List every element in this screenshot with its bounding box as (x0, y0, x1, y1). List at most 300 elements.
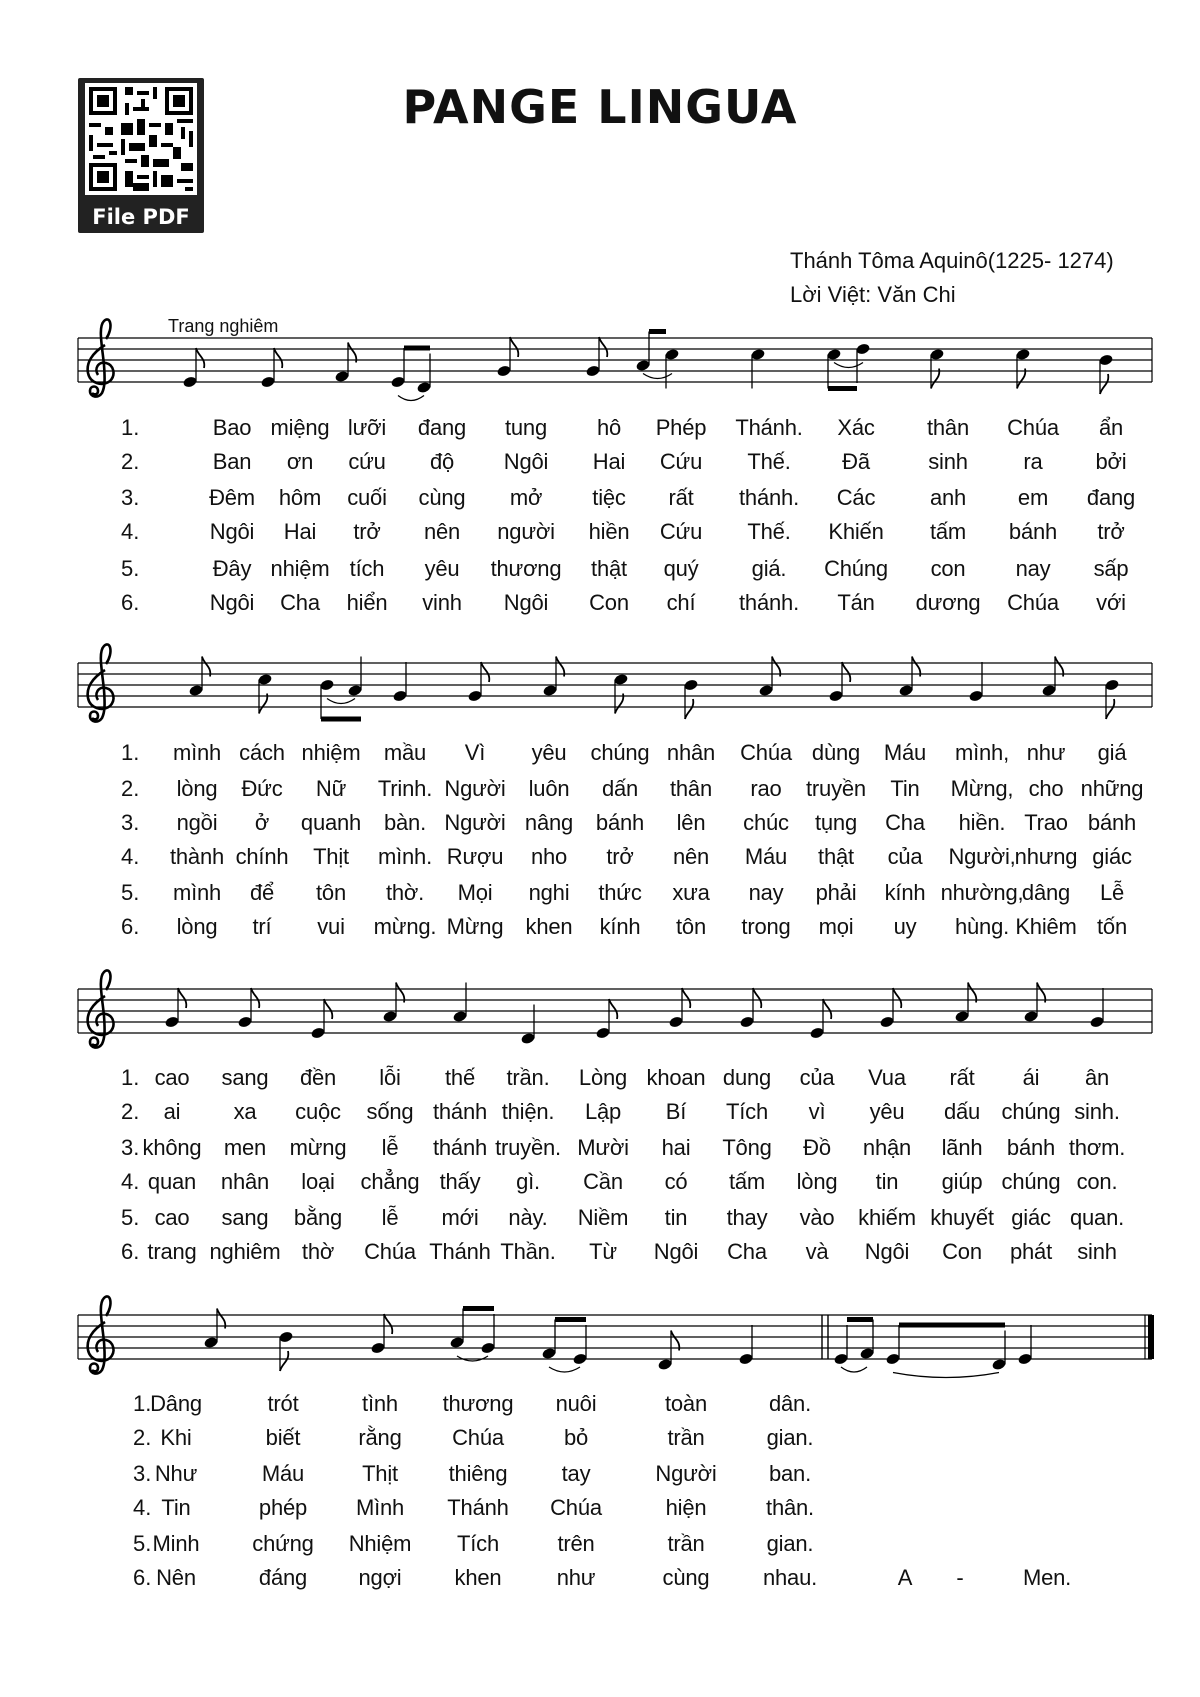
lyric-syllable: trang (147, 1239, 197, 1264)
lyric-syllable: dùng (811, 740, 861, 765)
lyric-syllable: kính (884, 880, 926, 905)
lyric-syllable: Người (444, 810, 506, 835)
lyric-syllable: hiền. (958, 810, 1006, 835)
note-flag (893, 988, 901, 1008)
lyric-syllable: nho (530, 844, 568, 869)
lyric-syllable: Từ (589, 1239, 617, 1264)
lyric-syllable: Tích (457, 1531, 499, 1556)
lyric-syllable: nhân (666, 740, 716, 765)
slur (841, 1367, 867, 1372)
lyric-syllable: đáng (258, 1565, 308, 1590)
lyric-syllable: thương (442, 1391, 514, 1416)
note-flag (823, 999, 831, 1019)
lyric-syllable: Lập (584, 1099, 622, 1124)
tempo-marking: Trang nghiêm (168, 316, 279, 336)
lyric-syllable: Tin (161, 1495, 191, 1520)
lyric-syllable: những (1080, 776, 1144, 801)
lyric-syllable: ban. (768, 1461, 812, 1486)
note-flag (274, 348, 282, 368)
lyric-syllable: toàn (664, 1391, 708, 1416)
lyric-syllable: - (956, 1565, 964, 1590)
lyric-syllable: Người, (948, 844, 1016, 869)
lyric-syllable: thấy (439, 1169, 481, 1194)
lyric-syllable: phát (1009, 1239, 1053, 1264)
lyric-syllable: người (497, 519, 555, 544)
lyric-syllable: thơm. (1068, 1135, 1126, 1160)
lyric-syllable: Đêm (209, 485, 255, 510)
lyric-syllable: hùng. (954, 914, 1010, 939)
lyric-syllable: nâng (524, 810, 574, 835)
lyric-syllable: thờ. (385, 880, 425, 905)
lyric-syllable: Lễ (1099, 880, 1125, 905)
lyric-syllable: của (887, 844, 923, 869)
lyric-syllable: trong (741, 914, 791, 939)
lyric-syllable: thế (445, 1065, 475, 1090)
lyric-syllable: tấm (728, 1169, 766, 1194)
lyric-syllable: loại (301, 1169, 335, 1194)
lyric-syllable: chẳng (360, 1169, 420, 1194)
lyric-syllable: gian. (766, 1425, 814, 1450)
slur (549, 1367, 580, 1372)
verse-number: 5. (121, 556, 140, 581)
lyric-syllable: hai (661, 1135, 691, 1160)
lyric-syllable: mừng (289, 1135, 347, 1160)
lyric-syllable: sống (366, 1099, 414, 1124)
lyric-syllable: Thánh (429, 1239, 491, 1264)
lyric-syllable: lòng (176, 914, 218, 939)
lyric-syllable: Thế. (747, 449, 791, 474)
slur (893, 1373, 999, 1378)
lyric-syllable: Ngôi (503, 449, 549, 474)
lyric-syllable: Khi (160, 1425, 192, 1450)
lyric-syllable: thành (169, 844, 225, 869)
lyric-syllable: tung (504, 415, 548, 440)
lyric-syllable: truyền. (495, 1135, 561, 1160)
treble-clef-icon (88, 644, 114, 721)
lyric-syllable: Con (942, 1239, 982, 1264)
lyric-syllable: và (805, 1239, 829, 1264)
lyric-syllable: sang (221, 1205, 269, 1230)
note-flag (280, 1351, 288, 1371)
verse-number: 3. (133, 1461, 152, 1486)
lyric-syllable: ra (1023, 449, 1043, 474)
verse-number: 5. (121, 1205, 140, 1230)
qr-label: File PDF (92, 205, 190, 229)
lyric-syllable: nuôi (555, 1391, 597, 1416)
lyric-syllable: tụng (814, 810, 858, 835)
lyric-syllable: mình, (954, 740, 1010, 765)
verse-number: 1. (121, 740, 140, 765)
lyric-syllable: cuộc (295, 1099, 341, 1124)
lyric-syllable: trở (353, 519, 381, 544)
lyric-syllable: hô (596, 415, 622, 440)
lyric-syllable: cho (1028, 776, 1064, 801)
lyric-syllable: Nên (156, 1565, 196, 1590)
lyric-syllable: Cứu (659, 519, 703, 544)
lyric-syllable: trở (606, 844, 634, 869)
lyric-syllable: con (930, 556, 966, 581)
lyric-syllable: nên (672, 844, 710, 869)
note-flag (1100, 374, 1108, 394)
verse-number: 3. (121, 485, 140, 510)
lyric-syllable: chính (235, 844, 289, 869)
lyric-syllable: Trinh. (377, 776, 433, 801)
song-title: PANGE LINGUA (402, 80, 798, 134)
lyric-syllable: ngợi (358, 1565, 402, 1590)
lyric-syllable: tay (561, 1461, 591, 1486)
lyric-syllable: giác (1011, 1205, 1051, 1230)
lyric-syllable: tích (349, 556, 385, 581)
lyric-syllable: Cứu (659, 449, 703, 474)
lyric-syllable: Cần (583, 1169, 623, 1194)
lyric-syllable: Thánh. (735, 415, 803, 440)
lyric-syllable: quan. (1069, 1205, 1125, 1230)
lyric-syllable: của (799, 1065, 835, 1090)
lyric-syllable: thật (591, 556, 627, 581)
lyric-syllable: Vua (868, 1065, 906, 1090)
lyric-syllable: thương (490, 556, 562, 581)
lyric-syllable: Chúng (824, 556, 888, 581)
lyric-syllable: Chúa (452, 1425, 504, 1450)
lyric-syllable: Niềm (577, 1205, 629, 1230)
lyric-syllable: nhau. (762, 1565, 818, 1590)
lyric-syllable: Mừng, (950, 776, 1014, 801)
note-flag (384, 1314, 392, 1334)
lyric-syllable: nay (748, 880, 784, 905)
lyric-syllable: bánh (1006, 1135, 1056, 1160)
lyric-syllable: bỏ (563, 1425, 589, 1450)
lyric-syllable: cùng (418, 485, 466, 510)
lyric-syllable: Trao (1024, 810, 1068, 835)
lyric-syllable: Mọi (457, 880, 493, 905)
lyric-syllable: hôm (278, 485, 322, 510)
verse-number: 2. (121, 449, 140, 474)
lyric-syllable: có (664, 1169, 688, 1194)
lyric-syllable: Lòng (578, 1065, 628, 1090)
lyric-syllable: lưỡi (347, 415, 387, 440)
lyric-syllable: Khiêm (1015, 914, 1077, 939)
lyric-syllable: chúng (1001, 1099, 1061, 1124)
lyric-syllable: gian. (766, 1531, 814, 1556)
lyric-syllable: Ban (212, 449, 252, 474)
lyric-syllable: nghiêm (209, 1239, 281, 1264)
final-barline (1148, 1315, 1154, 1359)
lyric-syllable: Máu (261, 1461, 305, 1486)
lyric-syllable: Ngôi (503, 590, 549, 615)
lyric-syllable: bánh (595, 810, 645, 835)
lyric-syllable: yêu (531, 740, 567, 765)
lyric-syllable: tôn (676, 914, 706, 939)
lyric-syllable: Rượu (446, 844, 504, 869)
lyric-syllable: kính (599, 914, 641, 939)
lyric-syllable: bàn. (383, 810, 427, 835)
lyric-syllable: thật (818, 844, 854, 869)
lyric-syllable: Máu (744, 844, 788, 869)
note-flag (324, 999, 332, 1019)
lyric-syllable: trí (252, 914, 272, 939)
lyric-syllable: Chúa (1007, 415, 1059, 440)
verse-number: 3. (121, 810, 140, 835)
lyric-syllable: Men. (1022, 1565, 1072, 1590)
lyric-syllable: thức (598, 880, 642, 905)
lyric-syllable: Phép (655, 415, 707, 440)
verse-number: 2. (121, 776, 140, 801)
lyric-syllable: nhưng (1014, 844, 1078, 869)
lyric-syllable: nhường, (940, 880, 1024, 905)
lyric-syllable: Thánh (447, 1495, 509, 1520)
lyric-syllable: nghi (528, 880, 570, 905)
lyric-syllable: Nữ (315, 776, 347, 801)
lyric-syllable: sấp (1093, 556, 1129, 581)
lyric-syllable: bởi (1095, 449, 1127, 474)
lyric-syllable: như (1026, 740, 1066, 765)
lyric-syllable: Cha (727, 1239, 767, 1264)
lyric-syllable: rằng (358, 1425, 402, 1450)
lyric-syllable: ở (254, 810, 270, 835)
lyric-syllable: thánh (432, 1099, 488, 1124)
lyric-syllable: thánh. (739, 485, 799, 510)
verse-number: 1. (121, 1065, 140, 1090)
note-flag (196, 348, 204, 368)
lyric-syllable: vinh (422, 590, 462, 615)
lyric-syllable: truyền (806, 776, 866, 801)
lyric-syllable: ái (1022, 1065, 1040, 1090)
lyric-syllable: trần (667, 1425, 705, 1450)
lyric-syllable: nhiệm (301, 740, 361, 765)
lyric-syllable: này. (508, 1205, 548, 1230)
verse-number: 4. (121, 844, 140, 869)
lyric-syllable: Hai (592, 449, 626, 474)
lyric-syllable: cách (239, 740, 285, 765)
lyric-syllable: Tán (837, 590, 875, 615)
lyric-syllable: A (897, 1565, 913, 1590)
lyric-syllable: Máu (883, 740, 927, 765)
lyric-syllable: thân (926, 415, 970, 440)
lyric-syllable: lên (676, 810, 706, 835)
lyric-syllable: vì (808, 1099, 826, 1124)
translator-credit: Lời Việt: Văn Chi (790, 282, 956, 307)
lyric-syllable: nhân (220, 1169, 270, 1194)
lyric-syllable: sinh. (1074, 1099, 1120, 1124)
lyric-syllable: Xác (837, 415, 875, 440)
lyric-syllable: tốn (1097, 914, 1127, 939)
lyric-syllable: sinh (928, 449, 968, 474)
lyric-syllable: Ngôi (209, 590, 255, 615)
staff (78, 1296, 1154, 1377)
lyric-syllable: lỗi (379, 1065, 401, 1090)
lyric-syllable: Thịt (362, 1461, 398, 1486)
lyric-syllable: thiện. (501, 1099, 555, 1124)
staff (78, 319, 1152, 400)
lyric-syllable: tình (362, 1391, 398, 1416)
lyric-syllable: thay (726, 1205, 768, 1230)
lyric-syllable: trần (667, 1531, 705, 1556)
lyric-syllable: Người (444, 776, 506, 801)
lyric-syllable: Tích (726, 1099, 768, 1124)
lyric-syllable: ơn (286, 449, 314, 474)
note-flag (685, 699, 693, 719)
lyric-syllable: khiếm (858, 1205, 916, 1230)
treble-clef-icon (88, 319, 114, 396)
verse-number: 6. (121, 590, 140, 615)
lyric-syllable: thờ (301, 1239, 335, 1264)
lyric-syllable: quan (147, 1169, 197, 1194)
lyric-syllable: dâng (1021, 880, 1071, 905)
lyric-syllable: Các (836, 485, 876, 510)
lyric-syllable: tấm (929, 519, 967, 544)
lyric-syllable: quanh (300, 810, 362, 835)
lyric-syllable: thiêng (448, 1461, 508, 1486)
lyric-syllable: bằng (293, 1205, 343, 1230)
lyric-syllable: Chúa (550, 1495, 602, 1520)
lyric-syllable: trở (1097, 519, 1125, 544)
lyric-syllable: con. (1076, 1169, 1118, 1194)
lyric-syllable: sinh (1077, 1239, 1117, 1264)
treble-clef-icon (88, 970, 114, 1047)
lyric-syllable: nên (423, 519, 461, 544)
lyric-syllable: nhiệm (270, 556, 330, 581)
lyric-syllable: luôn (528, 776, 570, 801)
lyric-syllable: Vì (464, 740, 486, 765)
lyric-syllable: Đã (842, 449, 870, 474)
lyric-syllable: quý (663, 556, 699, 581)
staff (78, 970, 1152, 1047)
lyric-syllable: hiền (588, 519, 630, 544)
lyric-syllable: đền (299, 1065, 337, 1090)
lyric-syllable: Ngôi (209, 519, 255, 544)
verse-number: 4. (133, 1495, 152, 1520)
lyric-syllable: Chúa (740, 740, 792, 765)
lyric-syllable: Tông (722, 1135, 772, 1160)
lyric-syllable: chúng (590, 740, 650, 765)
slur (398, 396, 424, 401)
note-flag (251, 988, 259, 1008)
lyric-syllable: khoan (646, 1065, 706, 1090)
lyric-syllable: cùng (662, 1565, 710, 1590)
lyric-syllable: giá (1097, 740, 1127, 765)
verse-number: 6. (133, 1565, 152, 1590)
lyric-syllable: ân (1084, 1065, 1110, 1090)
lyric-syllable: Đức (241, 776, 283, 801)
lyric-syllable: anh (929, 485, 967, 510)
note-flag (481, 662, 489, 682)
lyric-syllable: nay (1015, 556, 1051, 581)
lyric-syllable: thân (669, 776, 713, 801)
lyric-syllable: độ (429, 449, 455, 474)
lyric-syllable: mọi (818, 914, 854, 939)
lyric-syllable: Cha (280, 590, 320, 615)
lyric-syllable: mình (172, 740, 222, 765)
lyric-syllable: Chúa (1007, 590, 1059, 615)
lyric-syllable: Thần. (500, 1239, 556, 1264)
lyric-syllable: Hai (283, 519, 317, 544)
verse-number: 5. (133, 1531, 152, 1556)
verse-number: 1. (121, 415, 140, 440)
verse-number: 6. (121, 1239, 140, 1264)
lyric-syllable: như (556, 1565, 596, 1590)
verse-number: 3. (121, 1135, 140, 1160)
lyric-syllable: giác (1092, 844, 1132, 869)
lyric-syllable: Như (154, 1461, 198, 1486)
verse-number: 4. (121, 1169, 140, 1194)
lyric-syllable: rất (668, 485, 694, 510)
verse-number: 1. (133, 1391, 152, 1416)
lyric-syllable: Thế. (747, 519, 791, 544)
lyric-syllable: dung (722, 1065, 772, 1090)
lyric-syllable: mình. (377, 844, 433, 869)
lyric-syllable: biết (265, 1425, 301, 1450)
lyric-syllable: phép (258, 1495, 308, 1520)
lyric-syllable: Người (655, 1461, 717, 1486)
lyric-syllable: dấu (943, 1099, 981, 1124)
lyric-syllable: tin (875, 1169, 899, 1194)
lyric-syllable: ngồi (176, 810, 218, 835)
slur (327, 699, 355, 704)
lyric-syllable: lễ (381, 1135, 399, 1160)
lyric-syllable: Mừng (446, 914, 504, 939)
lyric-syllable: yêu (869, 1099, 905, 1124)
lyric-syllable: với (1096, 590, 1126, 615)
note-flag (753, 988, 761, 1008)
lyric-syllable: rất (949, 1065, 975, 1090)
note-flag (1106, 699, 1114, 719)
lyric-syllable: Tin (890, 776, 920, 801)
lyric-syllable: trên (557, 1531, 595, 1556)
lyric-syllable: dấn (601, 776, 639, 801)
lyric-syllable: lễ (381, 1205, 399, 1230)
lyric-syllable: Thịt (313, 844, 349, 869)
verse-number: 2. (133, 1425, 152, 1450)
lyric-syllable: uy (893, 914, 917, 939)
lyric-syllable: vui (317, 914, 345, 939)
lyric-syllable: hiện (665, 1495, 707, 1520)
lyric-syllable: Cha (885, 810, 925, 835)
treble-clef-icon (88, 1296, 114, 1373)
lyric-syllable: Nhiệm (348, 1531, 412, 1556)
lyric-syllable: men (223, 1135, 267, 1160)
lyric-syllable: Dâng (150, 1391, 202, 1416)
lyric-syllable: nhận (862, 1135, 912, 1160)
lyric-syllable: Đây (212, 556, 252, 581)
lyric-syllable: khen (525, 914, 573, 939)
lyric-syllable: Ngôi (864, 1239, 910, 1264)
lyric-syllable: chứng (252, 1531, 314, 1556)
note-flag (682, 988, 690, 1008)
lyric-syllable: Bí (665, 1099, 687, 1124)
lyric-syllable: đang (1086, 485, 1136, 510)
lyric-syllable: vào (799, 1205, 835, 1230)
note-flag (510, 337, 518, 357)
lyric-syllable: Ngôi (653, 1239, 699, 1264)
lyric-syllable: mầu (383, 740, 427, 765)
lyric-syllable: không (142, 1135, 202, 1160)
lyric-syllable: để (249, 880, 275, 905)
lyric-syllable: xưa (672, 880, 710, 905)
verse-number: 5. (121, 880, 140, 905)
lyric-syllable: giúp (941, 1169, 983, 1194)
note-flag (609, 999, 617, 1019)
note-flag (842, 662, 850, 682)
lyric-syllable: Khiến (828, 519, 884, 544)
lyric-syllable: Chúa (364, 1239, 416, 1264)
lyric-syllable: mình (172, 880, 222, 905)
lyric-syllable: xa (233, 1099, 257, 1124)
lyric-syllable: trót (267, 1391, 299, 1416)
lyric-syllable: thân. (766, 1495, 814, 1520)
slur (643, 374, 672, 379)
lyric-syllable: thánh. (739, 590, 799, 615)
lyric-syllable: giá. (751, 556, 787, 581)
